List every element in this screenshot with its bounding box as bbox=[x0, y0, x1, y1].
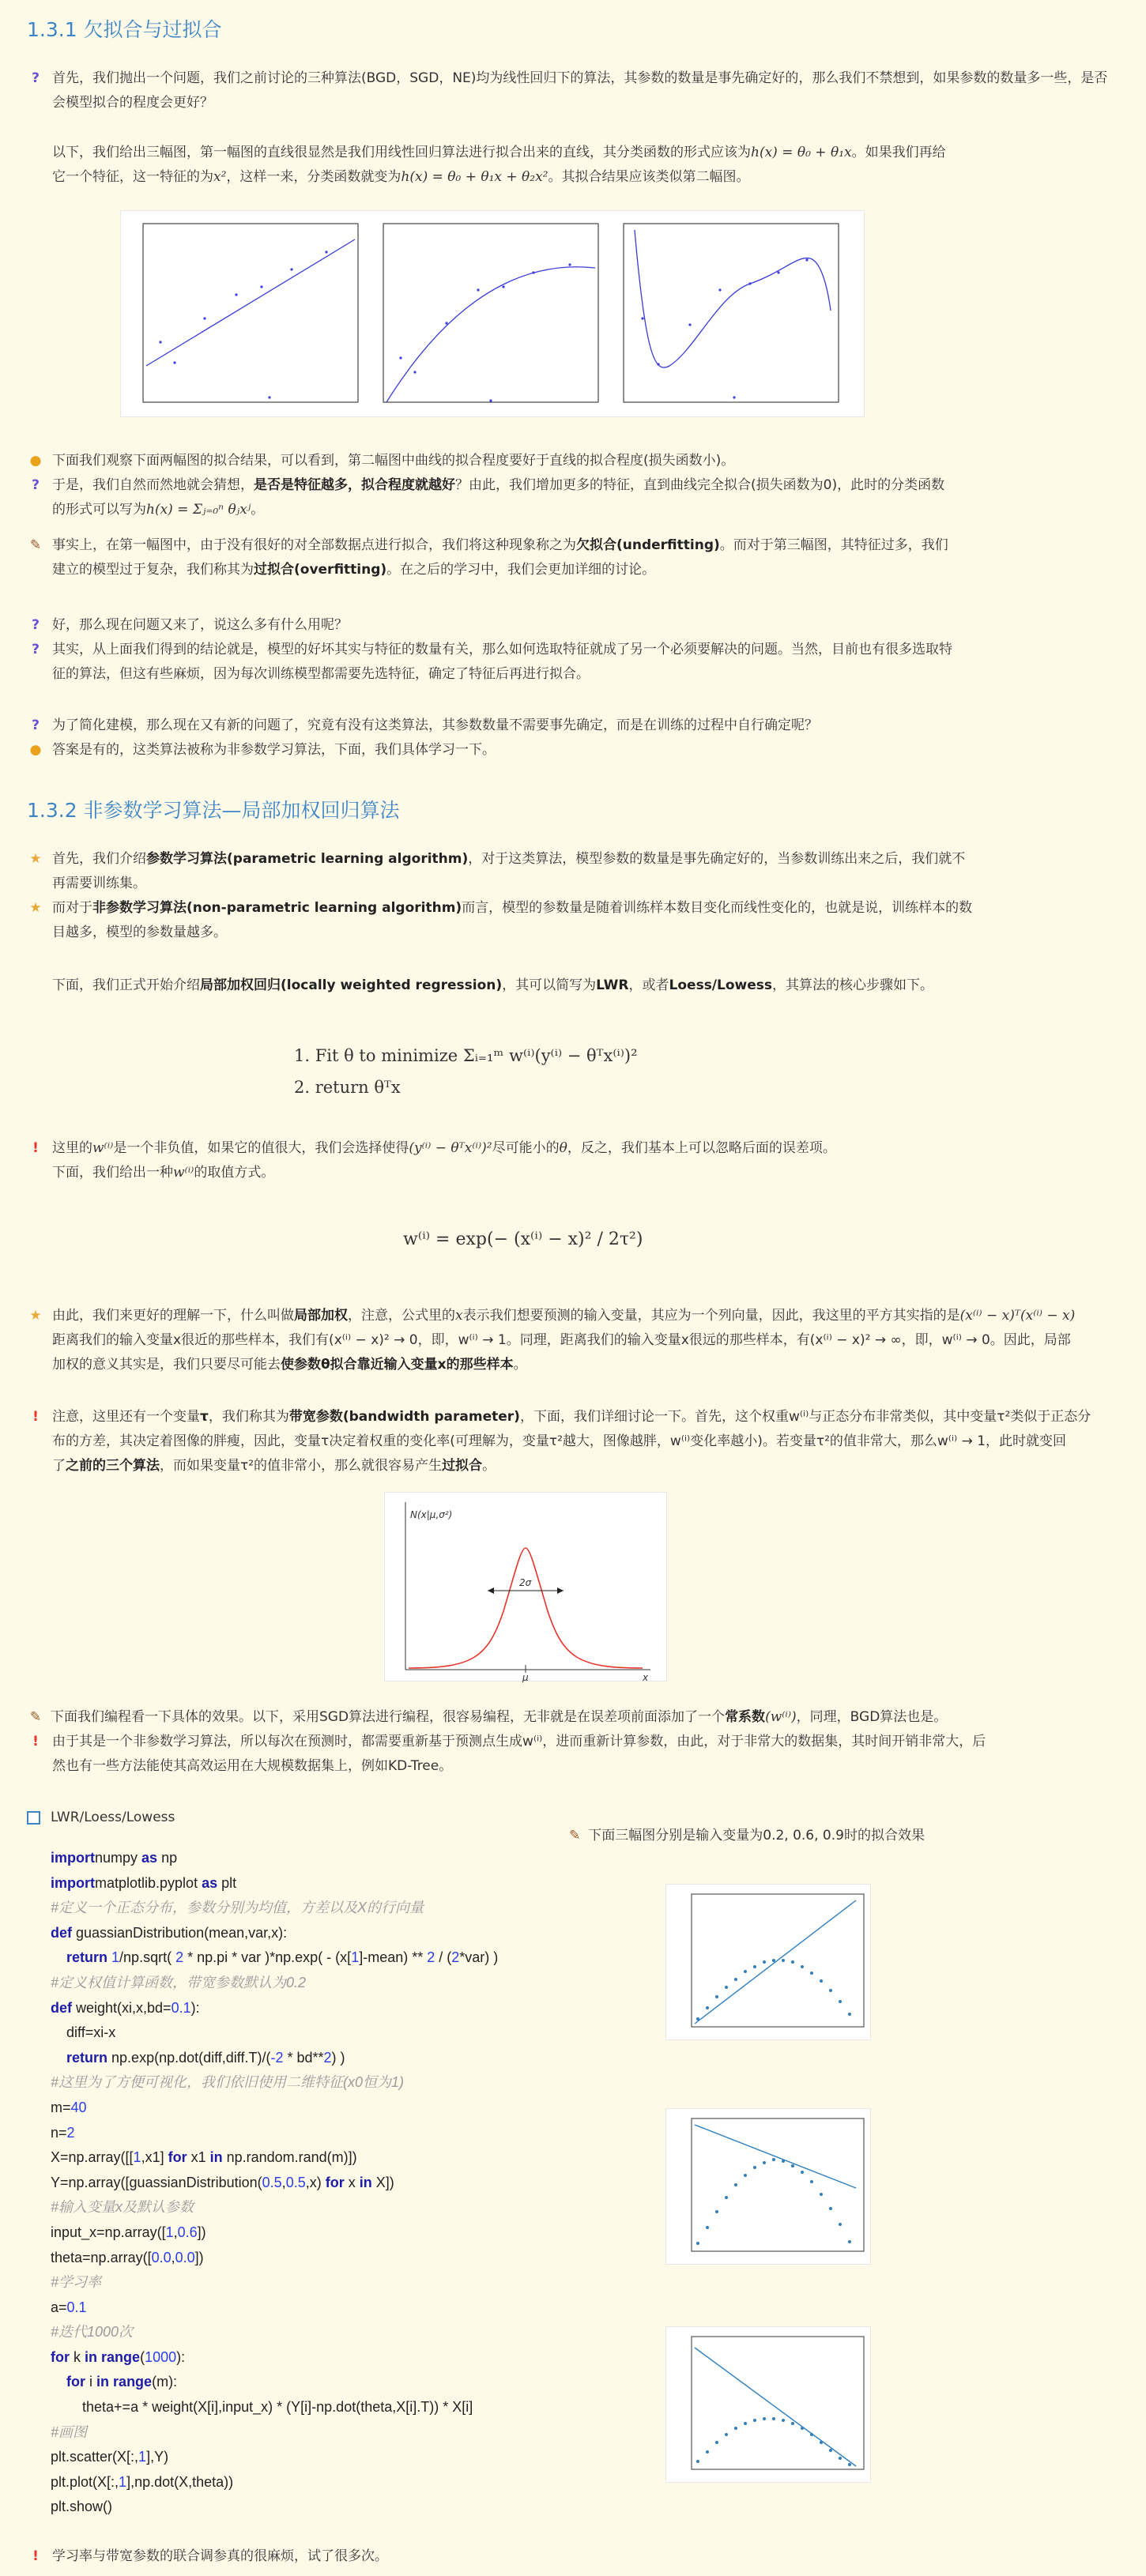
question-paragraph-2: ? 于是，我们自然而然地就会猜想，是否是特征越多，拟合程度就越好？由此，我们增加更多的特征，直到曲线完全拟合(损失函数为0)，此时的分类函数 的形式可以写为h(x) = Σⱼ₌₀ⁿ θⱼxʲ。 bbox=[27, 473, 1110, 522]
lwr-toggle-checkbox[interactable] bbox=[27, 1811, 40, 1825]
parametric-paragraph: ★ 首先，我们介绍参数学习算法(parametric learning algorithm)，对于这类算法，模型参数的数量是事先确定好的，当参数训练出来之后，我们就不 再需要训练集。 bbox=[27, 847, 1110, 896]
result-plot-0-6 bbox=[665, 2108, 871, 2265]
result-plot-0-9 bbox=[665, 2326, 871, 2483]
star-icon: ★ bbox=[29, 1308, 42, 1324]
weight-note-paragraph: ! 这里的w⁽ⁱ⁾是一个非负值，如果它的值很大，我们会选择使得(y⁽ⁱ⁾ − θᵀx⁽ⁱ⁾)²尽可能小的θ，反之，我们基本上可以忽略后面的误差项。 下面，我们给出一种w⁽ⁱ⁾的取值方式。 bbox=[27, 1136, 1110, 1185]
fitting-comparison-figure bbox=[120, 210, 865, 417]
code-line: n=2 bbox=[51, 2124, 75, 2141]
normal-width-label: 2σ bbox=[519, 1577, 532, 1588]
question-icon: ? bbox=[32, 617, 40, 633]
normal-distribution-figure bbox=[384, 1492, 667, 1682]
code-line: a=0.1 bbox=[51, 2299, 87, 2315]
code-line: #定义一个正态分布，参数分别为均值，方差以及X的行向量 bbox=[51, 1900, 424, 1916]
scatter-points bbox=[696, 2417, 851, 2466]
question-icon: ? bbox=[32, 717, 40, 733]
coding-intro-paragraph: ✎ 下面我们编程看一下具体的效果。以下，采用SGD算法进行编程，很容易编程，无非就是在误差项前面添加了一个常系数(w⁽ⁱ⁾)，同理，BGD算法也是。 bbox=[27, 1705, 1110, 1730]
normal-x-label: x bbox=[643, 1672, 649, 1682]
weight-formula: w⁽ⁱ⁾ = exp(− (x⁽ⁱ⁾ − x)² / 2τ²) bbox=[403, 1230, 643, 1249]
code-line: theta+=a * weight(X[i],input_x) * (Y[i]-np.dot(theta,X[i].T)) * X[i] bbox=[51, 2399, 473, 2416]
star-icon: ★ bbox=[29, 900, 42, 916]
code-line: return np.exp(np.dot(diff,diff.T)/(-2 * bd**2) ) bbox=[66, 2049, 345, 2066]
code-line: plt.scatter(X[:,1],Y) bbox=[51, 2449, 169, 2465]
algorithm-step-1: 1. Fit θ to minimize Σᵢ₌₁ᵐ w⁽ⁱ⁾(y⁽ⁱ⁾ − θᵀx⁽ⁱ⁾)² bbox=[294, 1046, 638, 1065]
code-line: #画图 bbox=[51, 2423, 88, 2440]
complexity-note-paragraph: ! 由于其是一个非参数学习算法，所以每次在预测时，都需要重新基于预测点生成w⁽ⁱ⁾，进而重新计算参数，由此，对于非常大的数据集，其时间开销非常大，后 然也有一些方法能使其高效运用在大规模数据集上，例如KD-Tree。 bbox=[27, 1730, 1110, 1779]
fitting-definition-paragraph: ✎ 事实上，在第一幅图中，由于没有很好的对全部数据点进行拟合，我们将这种现象称之为欠拟合(underfitting)。而对于第三幅图，其特征过多，我们 建立的模型过于复杂，我们称其为过拟合(overfitting)。在之后的学习中，我们会更加详细的讨论。 bbox=[27, 533, 1110, 582]
pencil-icon: ✎ bbox=[569, 1828, 581, 1843]
local-weighting-paragraph: ★ 由此，我们来更好的理解一下，什么叫做局部加权，注意，公式里的x表示我们想要预测的输入变量，其应为一个列向量，因此，我这里的平方其实指的是(x⁽ⁱ⁾ − x)ᵀ(x⁽ⁱ⁾ − x) 距离我们的输入变量x很近的那些样本，我们有(x⁽ⁱ⁾ − x)² → 0，即，w⁽ⁱ⁾ → 1。同理，距离我们的输入变量x很远的那些样本，有(x⁽ⁱ⁾ − x)² → ∞，即，w⁽ⁱ⁾ → 0。因此，局部 加权的意义其实是，我们只要尽可能去使参数θ拟合靠近输入变量x的那些样本。 bbox=[27, 1304, 1110, 1377]
question-paragraph-3: ? 好，那么现在问题又来了，说这么多有什么用呢？ bbox=[27, 613, 1110, 638]
question-paragraph-5: ? 为了简化建模，那么现在又有新的问题了，究竟有没有这类算法，其参数数量不需要事先确定，而是在训练的过程中自行确定呢？ bbox=[27, 714, 1110, 738]
code-line: plt.show() bbox=[51, 2499, 113, 2515]
plots-note: ✎ 下面三幅图分别是输入变量为0.2, 0.6, 0.9时的拟合效果 bbox=[569, 1828, 925, 1843]
algorithm-step-2: 2. return θᵀx bbox=[294, 1078, 401, 1097]
code-line: importnumpy as np bbox=[51, 1850, 178, 1866]
fitting-plots-svg bbox=[121, 211, 865, 418]
code-line: def weight(xi,x,bd=0.1): bbox=[51, 1999, 200, 2016]
intro-paragraph: 以下，我们给出三幅图，第一幅图的直线很显然是我们用线性回归算法进行拟合出来的直线，其分类函数的形式应该为h(x) = θ₀ + θ₁x。如果我们再给 它一个特征，这一特征的为x²，这样一来，分类函数就变为h(x) = θ₀ + θ₁x + θ₂x²。其拟合结果应该类似第二幅图。 bbox=[52, 145, 946, 185]
normal-y-label: N(x|μ,σ²) bbox=[410, 1509, 453, 1520]
code-line: return 1/np.sqrt( 2 * np.pi * var )*np.exp( - (x[1]-mean) ** 2 / (2*var) ) bbox=[66, 1949, 499, 1966]
code-line: m=40 bbox=[51, 2099, 87, 2115]
footer-note: ! 学习率与带宽参数的联合调参真的很麻烦，试了很多次。 bbox=[27, 2544, 1110, 2569]
observation-paragraph: ● 下面我们观察下面两幅图的拟合结果，可以看到，第二幅图中曲线的拟合程度要好于直线的拟合程度(损失函数小)。 bbox=[27, 449, 1110, 473]
result-plot-0-2 bbox=[665, 1884, 871, 2040]
code-line: for k in range(1000): bbox=[51, 2348, 186, 2365]
exclamation-icon: ! bbox=[32, 1140, 39, 1156]
code-line: #迭代1000次 bbox=[51, 2324, 134, 2341]
code-line: diff=xi-x bbox=[51, 2024, 116, 2041]
code-line: #定义权值计算函数，带宽参数默认为0.2 bbox=[51, 1974, 307, 1990]
scatter-points bbox=[696, 2158, 851, 2245]
lightbulb-icon: ● bbox=[29, 453, 42, 469]
code-line: #这里为了方便可视化，我们依旧使用二维特征(x0恒为1) bbox=[51, 2074, 405, 2091]
normal-distribution-svg bbox=[385, 1493, 668, 1682]
underfit-plot bbox=[143, 224, 358, 402]
answer-paragraph: ● 答案是有的，这类算法被称为非参数学习算法，下面，我们具体学习一下。 bbox=[27, 738, 1110, 763]
question-icon: ? bbox=[32, 477, 40, 493]
lightbulb-icon: ● bbox=[29, 742, 42, 758]
exclamation-icon: ! bbox=[32, 1734, 39, 1749]
section-title-1-3-1: 1.3.1 欠拟合与过拟合 bbox=[27, 18, 222, 41]
good-fit-plot bbox=[383, 224, 598, 402]
overfit-plot bbox=[624, 224, 839, 402]
star-icon: ★ bbox=[29, 851, 42, 867]
pencil-icon: ✎ bbox=[29, 1709, 42, 1725]
code-line: Y=np.array([guassianDistribution(0.5,0.5,x) for x in X]) bbox=[51, 2174, 394, 2190]
question-paragraph: ? 首先，我们抛出一个问题，我们之前讨论的三种算法(BGD，SGD，NE)均为线性回归下的算法，其参数的数量是事先确定好的，那么我们不禁想到，如果参数的数量多一些，是否会模型拟合的程度会更好？ bbox=[27, 66, 1110, 115]
code-line: #输入变量x及默认参数 bbox=[51, 2199, 194, 2216]
exclamation-icon: ! bbox=[32, 2548, 39, 2564]
code-line: #学习率 bbox=[51, 2274, 102, 2291]
exclamation-icon: ! bbox=[32, 1409, 39, 1425]
code-line: for i in range(m): bbox=[66, 2374, 178, 2390]
code-line: theta=np.array([0.0,0.0]) bbox=[51, 2249, 204, 2265]
nonparametric-paragraph: ★ 而对于非参数学习算法(non-parametric learning algorithm)而言，模型的参数量是随着训练样本数目变化而线性变化的，也就是说，训练样本的数 目越多，模型的参数量越多。 bbox=[27, 896, 1110, 945]
question-icon: ? bbox=[32, 642, 40, 657]
code-line: input_x=np.array([1,0.6]) bbox=[51, 2224, 206, 2240]
lwr-intro-paragraph: 下面，我们正式开始介绍局部加权回归(locally weighted regression)，其可以简写为LWR，或者Loess/Lowess，其算法的核心步骤如下。 bbox=[52, 977, 934, 993]
lwr-toggle-label: LWR/Loess/Lowess bbox=[51, 1810, 175, 1825]
scatter-points bbox=[696, 1959, 851, 2021]
code-line: plt.plot(X[:,1],np.dot(X,theta)) bbox=[51, 2473, 234, 2490]
pencil-icon: ✎ bbox=[29, 537, 42, 553]
normal-mu-label: μ bbox=[522, 1672, 529, 1682]
section-title-1-3-2: 1.3.2 非参数学习算法—局部加权回归算法 bbox=[27, 799, 400, 822]
code-line: def guassianDistribution(mean,var,x): bbox=[51, 1924, 288, 1941]
code-block bbox=[51, 1846, 498, 2520]
question-icon: ? bbox=[32, 70, 40, 86]
code-line: importmatplotlib.pyplot as plt bbox=[51, 1874, 237, 1891]
bandwidth-paragraph: ! 注意，这里还有一个变量τ，我们称其为带宽参数(bandwidth parameter)，下面，我们详细讨论一下。首先，这个权重w⁽ⁱ⁾与正态分布非常类似，其中变量τ²类似于正态分 布的方差，其决定着图像的胖瘦，因此，变量τ决定着权重的变化率(可理解为，变量τ²越大，图像越胖，w⁽ⁱ⁾变化率越小)。若变量τ²的值非常大，那么w⁽ⁱ⁾ → 1，此时就变回 了之前的三个算法，而如果变量τ²的值非常小，那么就很容易产生过拟合。 bbox=[27, 1405, 1110, 1478]
question-paragraph-4: ? 其实，从上面我们得到的结论就是，模型的好坏其实与特征的数量有关，那么如何选取特征就成了另一个必须要解决的问题。当然，目前也有很多选取特 征的算法，但这有些麻烦，因为每次训练模型都需要先选特征，确定了特征后再进行拟合。 bbox=[27, 638, 1110, 687]
code-line: X=np.array([[1,x1] for x1 in np.random.rand(m)]) bbox=[51, 2149, 357, 2166]
algorithm-steps bbox=[294, 1040, 638, 1103]
